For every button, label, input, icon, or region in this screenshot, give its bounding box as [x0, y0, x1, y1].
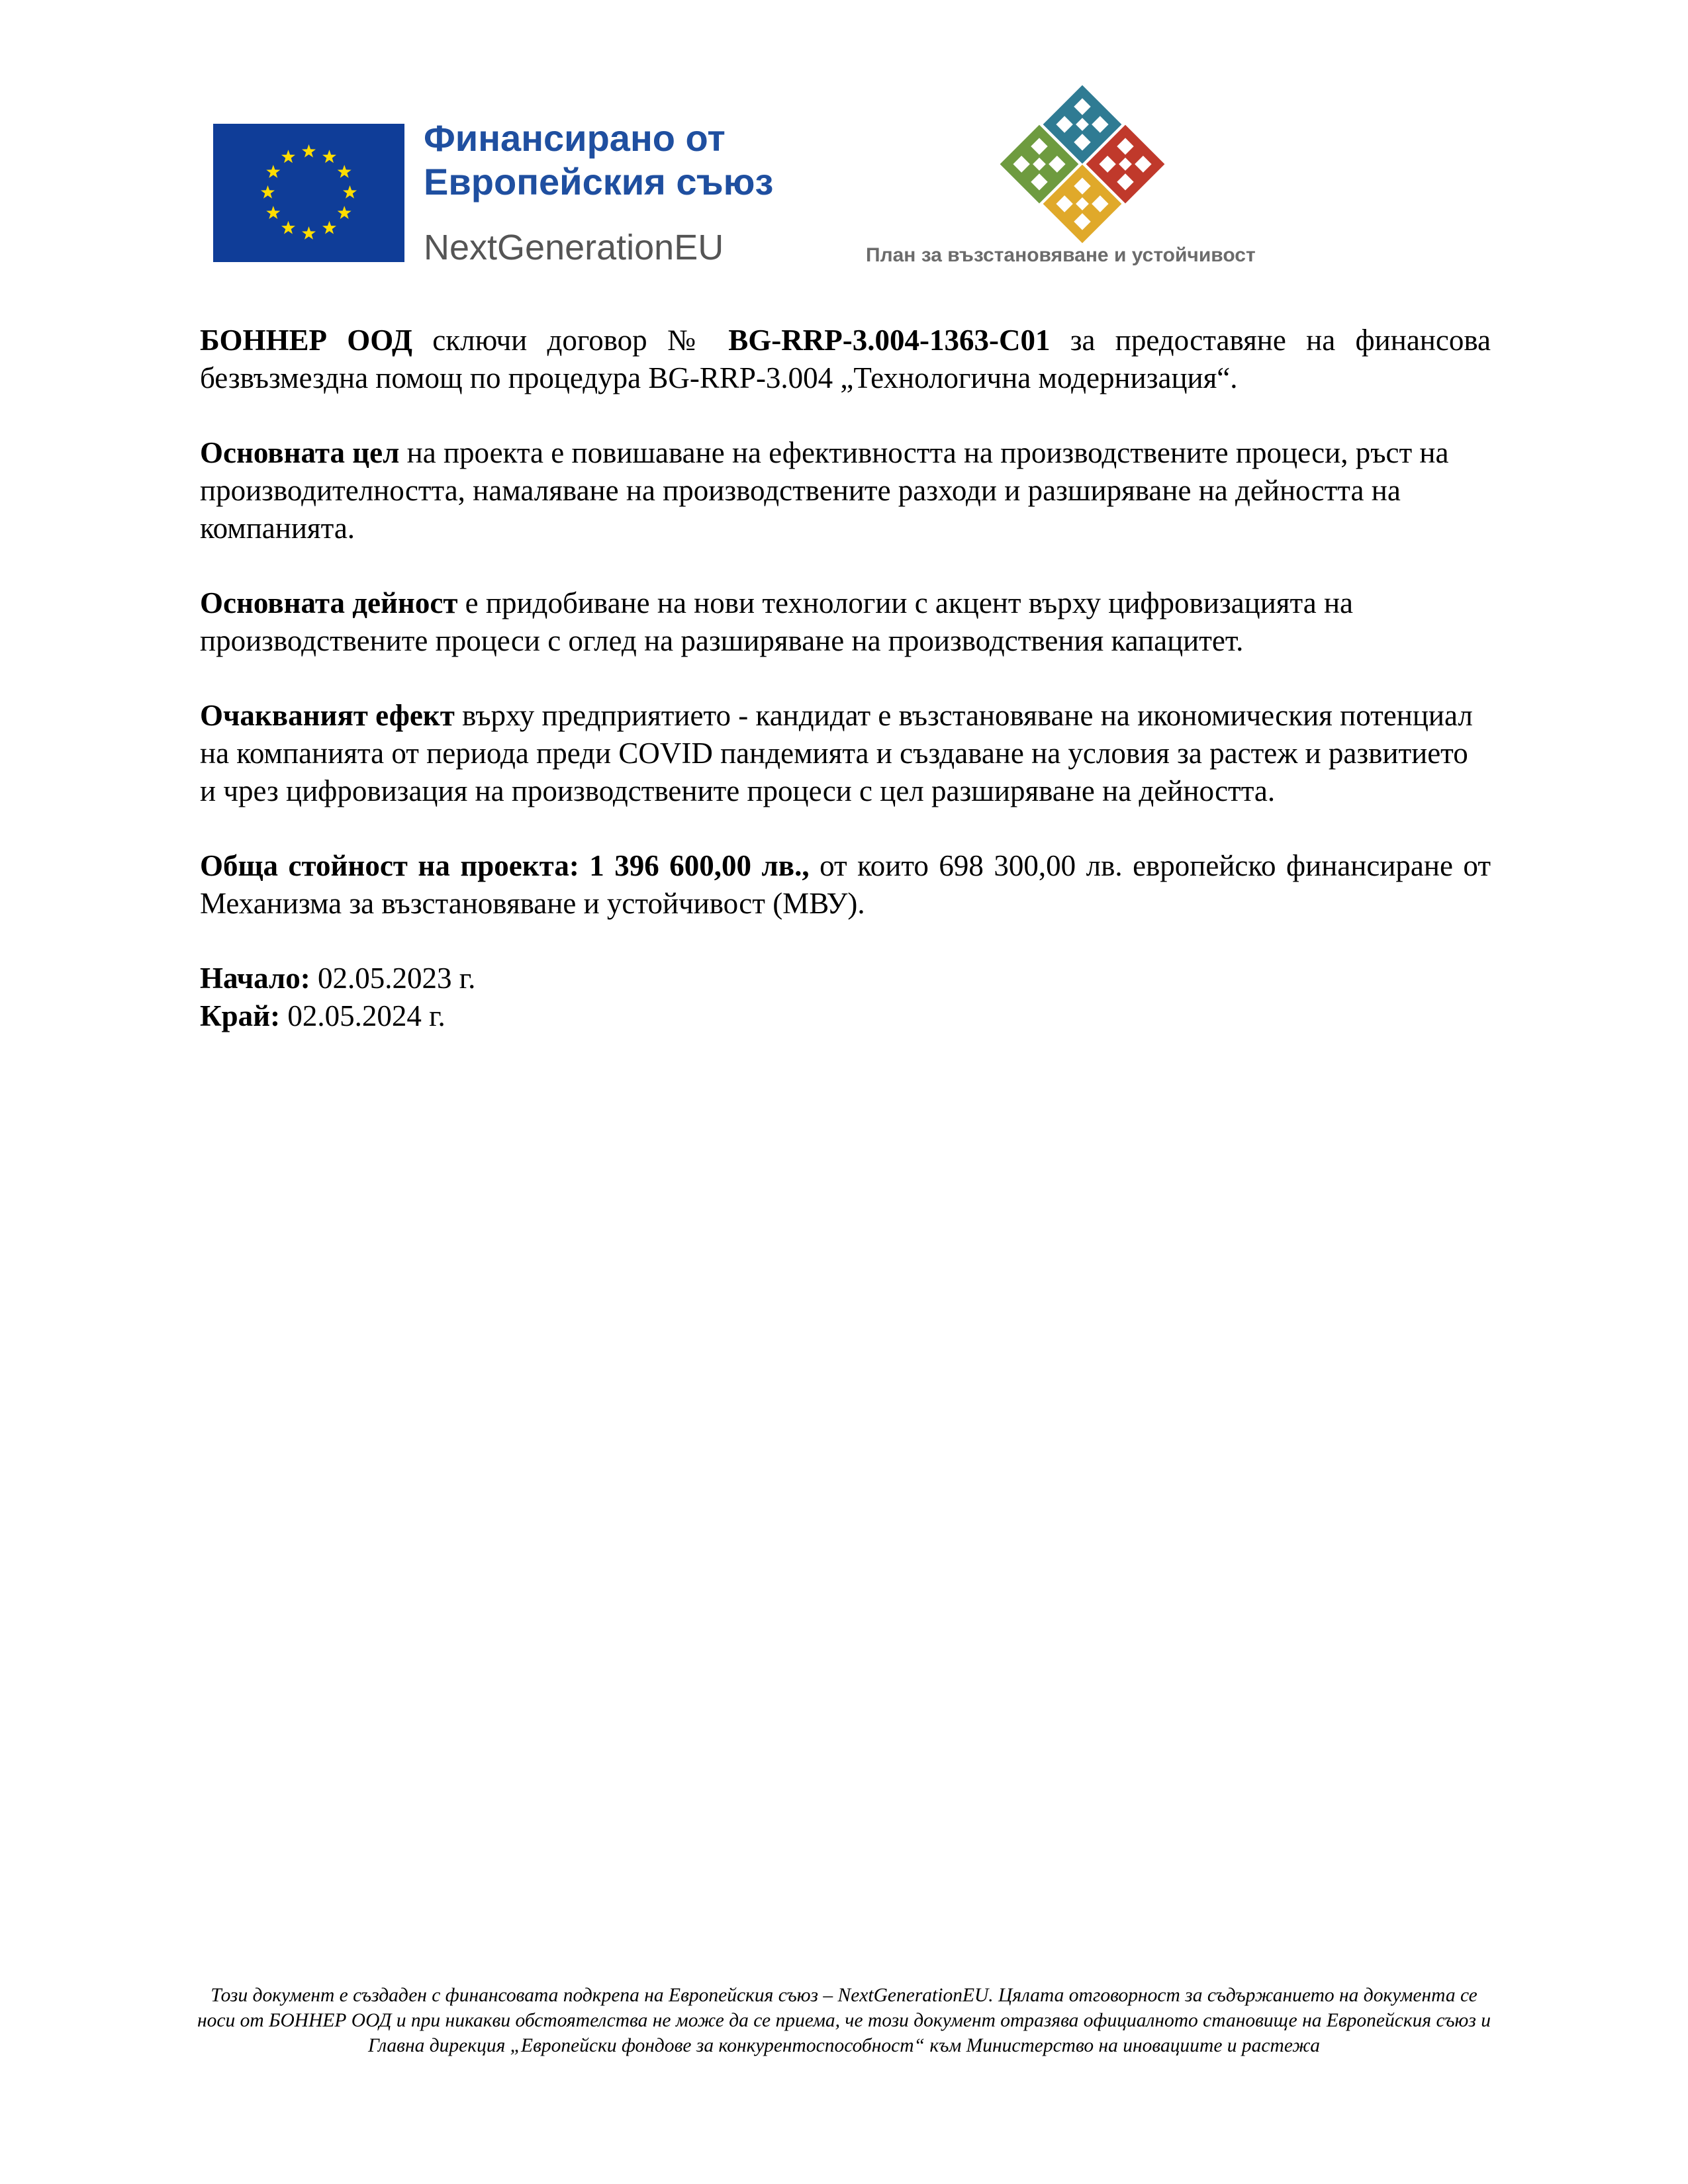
next-generation-eu-label: NextGenerationEU [424, 228, 724, 267]
end-value: 02.05.2024 г. [280, 999, 445, 1032]
activity-label: Основната дейност [200, 586, 458, 619]
goal-paragraph [200, 434, 1491, 547]
eu-title-line1: Финансирано от [424, 117, 726, 159]
total-value-text: от които 698 300,00 лв. европейско финансиране от Механизма за възстановяване и устойчивост (МВУ). [200, 849, 1491, 920]
activity-paragraph [200, 584, 1491, 660]
start-value: 02.05.2023 г. [310, 962, 476, 995]
eu-flag-logo [213, 124, 404, 262]
contract-text-2: за предоставяне на финансова безвъзмездна помощ по процедура BG-RRP-3.004 „Технологична модернизация“. [200, 324, 1491, 394]
project-dates [200, 960, 1491, 1035]
company-name: БОННЕР ООД [200, 324, 412, 357]
effect-paragraph [200, 697, 1491, 810]
effect-text: върху предприятието - кандидат е възстановяване на икономическия потенциал на компанията от периода преди COVID пандемията и създаване на условия за растеж и развитието и чрез цифровизация на производствените процеси с цел разширяване на дейността. [200, 699, 1473, 807]
activity-text: е придобиване на нови технологии с акцент върху цифровизацията на производствените процеси с оглед на разширяване на производствения капацитет. [200, 586, 1353, 657]
goal-text: на проекта е повишаване на ефективността на производствените процеси, ръст на производителността, намаляване на производствените разходи и разширяване на дейността на компанията. [200, 436, 1449, 545]
total-value-paragraph [200, 847, 1491, 923]
eu-funding-title [424, 116, 834, 204]
start-label: Начало: [200, 962, 310, 995]
eu-stars-icon [213, 124, 404, 262]
start-date [200, 960, 1491, 997]
recovery-plan-caption: План за възстановяване и устойчивост [866, 244, 1256, 266]
footer-disclaimer: Този документ е създаден с финансовата подкрепа на Европейския съюз – NextGenerationEU. Цялата отговорност за съдържанието на документа се носи от БОННЕР ООД и при никакви обстоятелства не може да се приема, че този документ отразява официалното становище на Европейския съюз и Главна дирекция „Европейски фондове за конкурентоспособност“ към Министерство на иновациите и растежа [197, 1985, 1491, 2056]
contract-text-1: сключи договор № [412, 324, 729, 357]
end-date [200, 997, 1491, 1035]
contract-paragraph [200, 322, 1491, 397]
effect-label: Очакваният ефект [200, 699, 455, 732]
recovery-plan-logo [993, 78, 1172, 250]
goal-label: Основната цел [200, 436, 400, 469]
total-value-label: Обща стойност на проекта: 1 396 600,00 лв., [200, 849, 810, 882]
end-label: Край: [200, 999, 281, 1032]
contract-number: BG-RRP-3.004-1363-C01 [728, 324, 1051, 357]
document-body [200, 322, 1491, 1035]
eu-title-line2: Европейския съюз [424, 161, 774, 203]
